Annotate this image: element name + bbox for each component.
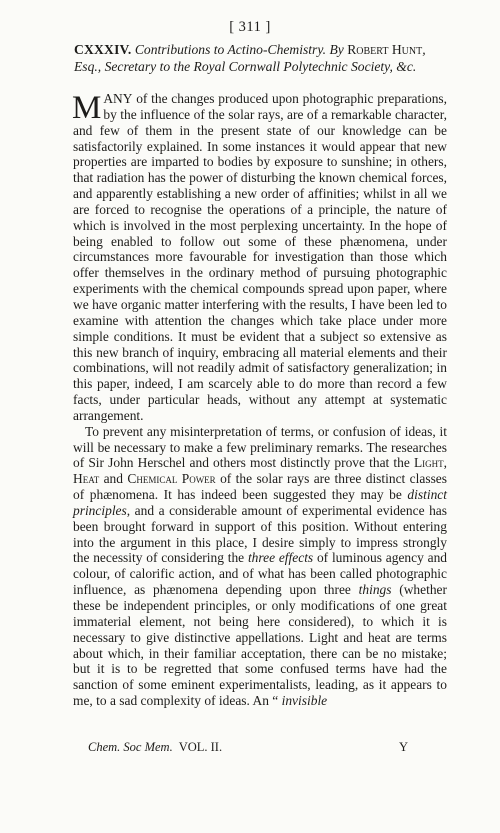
article-number: CXXXIV. xyxy=(74,42,132,57)
signature-mark: Y xyxy=(398,740,408,754)
paragraph-2 xyxy=(73,424,447,709)
volume: VOL. II. xyxy=(178,740,223,754)
article-title: Contributions to Actino-Chemistry. xyxy=(134,42,327,57)
drop-cap: M xyxy=(72,90,102,126)
p2-and: and xyxy=(99,471,128,487)
page-number: [ 311 ] xyxy=(229,19,271,35)
paragraph-1-text: of the changes produced upon photographic preparations, by the influence of the solar rays, are of a remarkable character, and few of them in the present state of our knowledge can be satisfactorily explained. In some instances it would appear that new properties are imparted to bodies by exposure to sunshine; in others, that radiation has the power of disturbing the known chemical forces, and apparently establishing a new order of affinities; whilst in all we are forced to recognise the operations of a principle, the nature of which is involved in the most perplexing uncertainty. In the hope of being enabled to follow out some of these phænomena, under circumstances more favourable for investigation than those which offer themselves in the ordinary method of pursuing photographic experiments with the chemical compounds spread upon paper, where we have organic matter interfering with the results, I have been led to examine with attention the changes which take place under more simple conditions. It must be evident that a subject so extensive as this new branch of inquiry, embracing all material elements and their combinations, will not readily admit of satisfactory generalization; in this paper, indeed, I am scarcely able to do more than record a few facts, under particular heads, without any attempt at systematic arrangement. xyxy=(73,91,447,423)
term-three-effects: three effects xyxy=(247,550,314,566)
p2-text-e: (whether these be independent principles, or only modifications of one great immaterial element, not being here considered), to which it is necessary to give distinctive appellations. Light and heat are terms about which, in their familiar acceptation, there can be no mistake; but it is to be regretted that some confused terms have had the sanction of some eminent experimentalists, leading, as it appears to me, to a sad complexity of ideas. An “ xyxy=(73,582,447,709)
term-heat: Heat xyxy=(73,471,100,487)
author-affiliation: , Esq., Secretary to the Royal Cornwall Polytechnic Society, &c. xyxy=(74,42,426,74)
journal-name: Chem. Soc Mem. xyxy=(88,740,173,754)
term-light: Light xyxy=(413,455,444,471)
p2-text-a: To prevent any misinterpretation of terms, or confusion of ideas, it will be necessary to make a few preliminary remarks. The researches of Sir John Herschel and others most distinctly prove that the xyxy=(73,423,447,471)
p2-text-d: of luminous agency and colour, of calorific action, and of what has been called photographic influence, as phænomena depending upon three xyxy=(73,550,448,598)
article-body xyxy=(73,91,447,709)
paragraph-1 xyxy=(73,91,447,424)
article-heading xyxy=(74,42,446,75)
author-name: Robert Hunt xyxy=(347,42,423,57)
term-distinct-principles: distinct principles xyxy=(73,487,447,518)
p2-text-c: , and a considerable amount of experimental evidence has been brought forward in support of this position. Without entering into the argument in this place, I desire simply to impress strongly the necessity of considering the xyxy=(73,502,447,566)
opening-word: ANY xyxy=(103,91,133,106)
term-things: things xyxy=(358,582,392,598)
term-chemical-power: Chemical Power xyxy=(127,471,216,487)
byline-by: By xyxy=(329,42,344,57)
term-invisible: invisible xyxy=(281,693,328,709)
p2-text-b: of the solar rays are three distinct classes of phænomena. It has indeed been suggested they may be xyxy=(73,471,447,503)
page-footer xyxy=(88,740,440,755)
p2-comma: , xyxy=(443,455,447,471)
